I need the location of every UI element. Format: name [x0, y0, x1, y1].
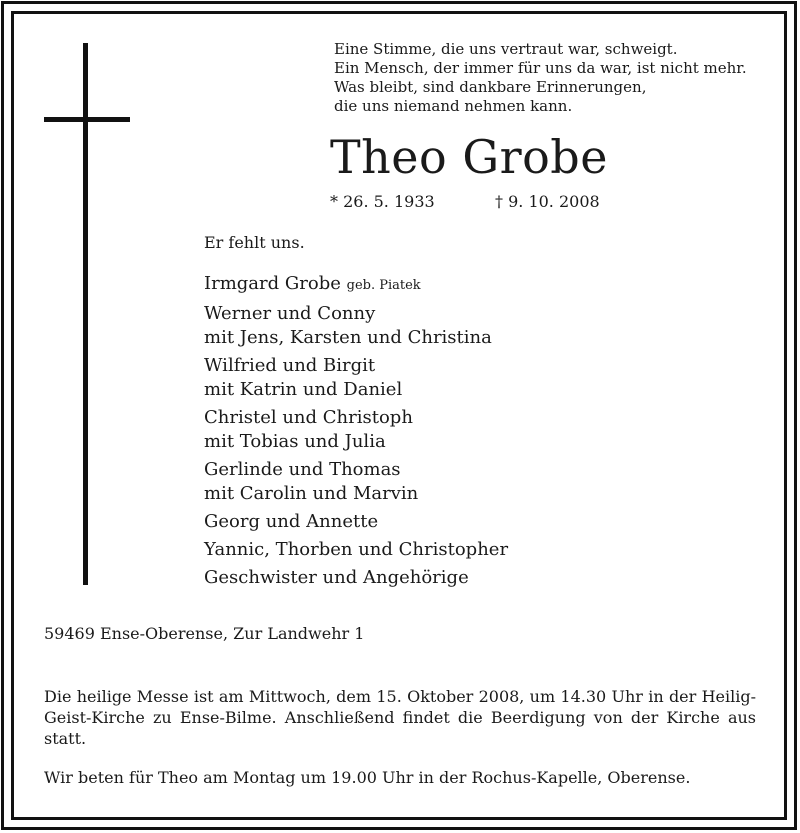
family-group — [204, 302, 508, 350]
birth-date: * 26. 5. 1933 — [330, 192, 435, 211]
prayer-notice: Wir beten für Theo am Montag um 19.00 Uhr in der Rochus-Kapelle, Oberense. — [44, 768, 691, 787]
family-line: Georg und Annette — [204, 511, 379, 532]
family-line: Geschwister und Angehörige — [204, 567, 469, 588]
missed-text: Er fehlt uns. — [204, 233, 305, 252]
poem-line: die uns niemand nehmen kann. — [334, 97, 573, 115]
widow-name: Irmgard Grobe — [204, 273, 341, 294]
family-line: Yannic, Thorben und Christopher — [204, 539, 509, 560]
poem-line: Eine Stimme, die uns vertraut war, schweigt. — [334, 40, 678, 58]
widow-maiden-name: geb. Piatek — [346, 278, 421, 293]
family-line: Gerlinde und Thomas — [204, 459, 401, 480]
family-widow — [204, 272, 508, 298]
family-list — [204, 272, 508, 594]
death-date: † 9. 10. 2008 — [495, 192, 600, 211]
family-line: Wilfried und Birgit — [204, 355, 376, 376]
deceased-name: Theo Grobe — [330, 130, 608, 184]
address: 59469 Ense-Oberense, Zur Landwehr 1 — [44, 624, 365, 643]
family-line: Christel und Christoph — [204, 407, 413, 428]
cross-horizontal-bar — [44, 117, 130, 122]
family-group — [204, 354, 508, 402]
poem-line: Ein Mensch, der immer für uns da war, ist nicht mehr. — [334, 59, 747, 77]
poem — [334, 40, 747, 116]
family-line: mit Jens, Karsten und Christina — [204, 327, 492, 348]
poem-line: Was bleibt, sind dankbare Erinnerungen, — [334, 78, 647, 96]
family-line: mit Tobias und Julia — [204, 431, 386, 452]
mass-notice: Die heilige Messe ist am Mittwoch, dem 15. Oktober 2008, um 14.30 Uhr in der Heilig-Geist-Kirche zu Ense-Bilme. Anschließend findet die Beerdigung von der Kirche aus statt. — [44, 687, 756, 748]
family-group — [204, 458, 508, 506]
family-group — [204, 406, 508, 454]
cross-vertical-bar — [83, 43, 88, 585]
family-line: Werner und Conny — [204, 303, 376, 324]
family-group — [204, 566, 508, 590]
family-line: mit Katrin und Daniel — [204, 379, 403, 400]
family-group — [204, 538, 508, 562]
family-line: mit Carolin und Marvin — [204, 483, 419, 504]
family-group — [204, 510, 508, 534]
